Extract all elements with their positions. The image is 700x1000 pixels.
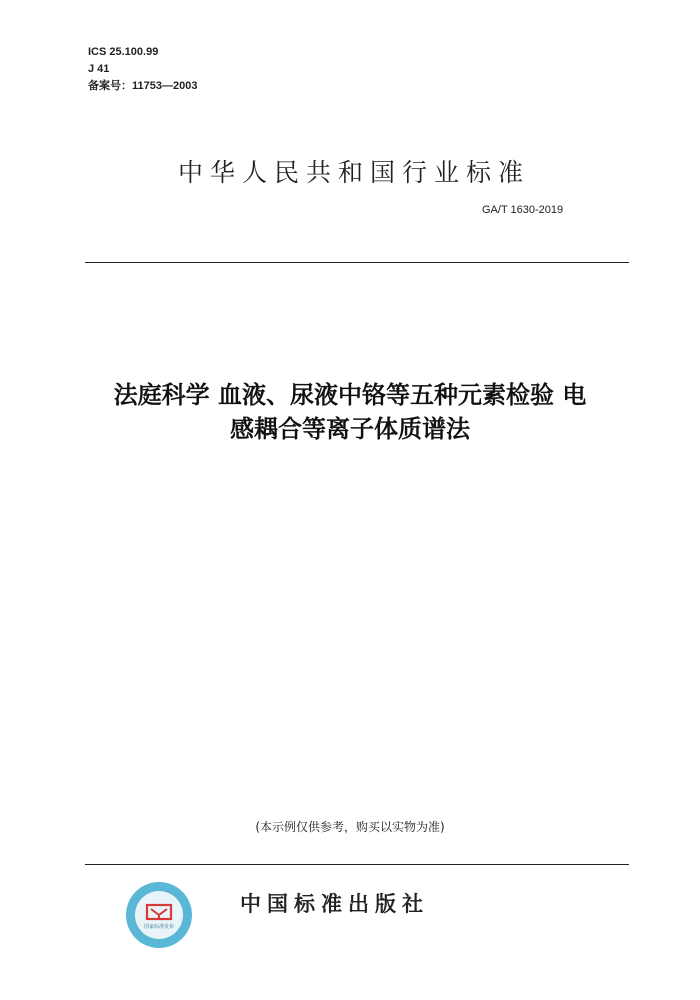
filing-number: 备案号：11753—2003 bbox=[88, 80, 198, 92]
top-divider bbox=[85, 262, 629, 263]
publisher-seal-logo bbox=[124, 880, 194, 950]
standard-code: GA/T 1630-2019 bbox=[482, 204, 564, 216]
bottom-divider bbox=[85, 864, 629, 865]
standard-category: 中华人民共和国行业标准 bbox=[177, 158, 530, 187]
document-title-line-2: 感耦合等离子体质谱法 bbox=[230, 414, 470, 443]
ics-code: ICS 25.100.99 bbox=[88, 46, 159, 58]
document-title-line-1: 法庭科学 血液、尿液中铬等五种元素检验 电 bbox=[113, 380, 587, 409]
header-meta bbox=[88, 44, 197, 95]
seal-text: 国家标准发布 bbox=[143, 924, 175, 930]
sample-notice: (本示例仅供参考，购买以实物为准) bbox=[255, 820, 445, 834]
document-title bbox=[30, 378, 670, 446]
publisher-name: 中国标准出版社 bbox=[240, 892, 429, 916]
classification-code: J 41 bbox=[88, 63, 110, 75]
